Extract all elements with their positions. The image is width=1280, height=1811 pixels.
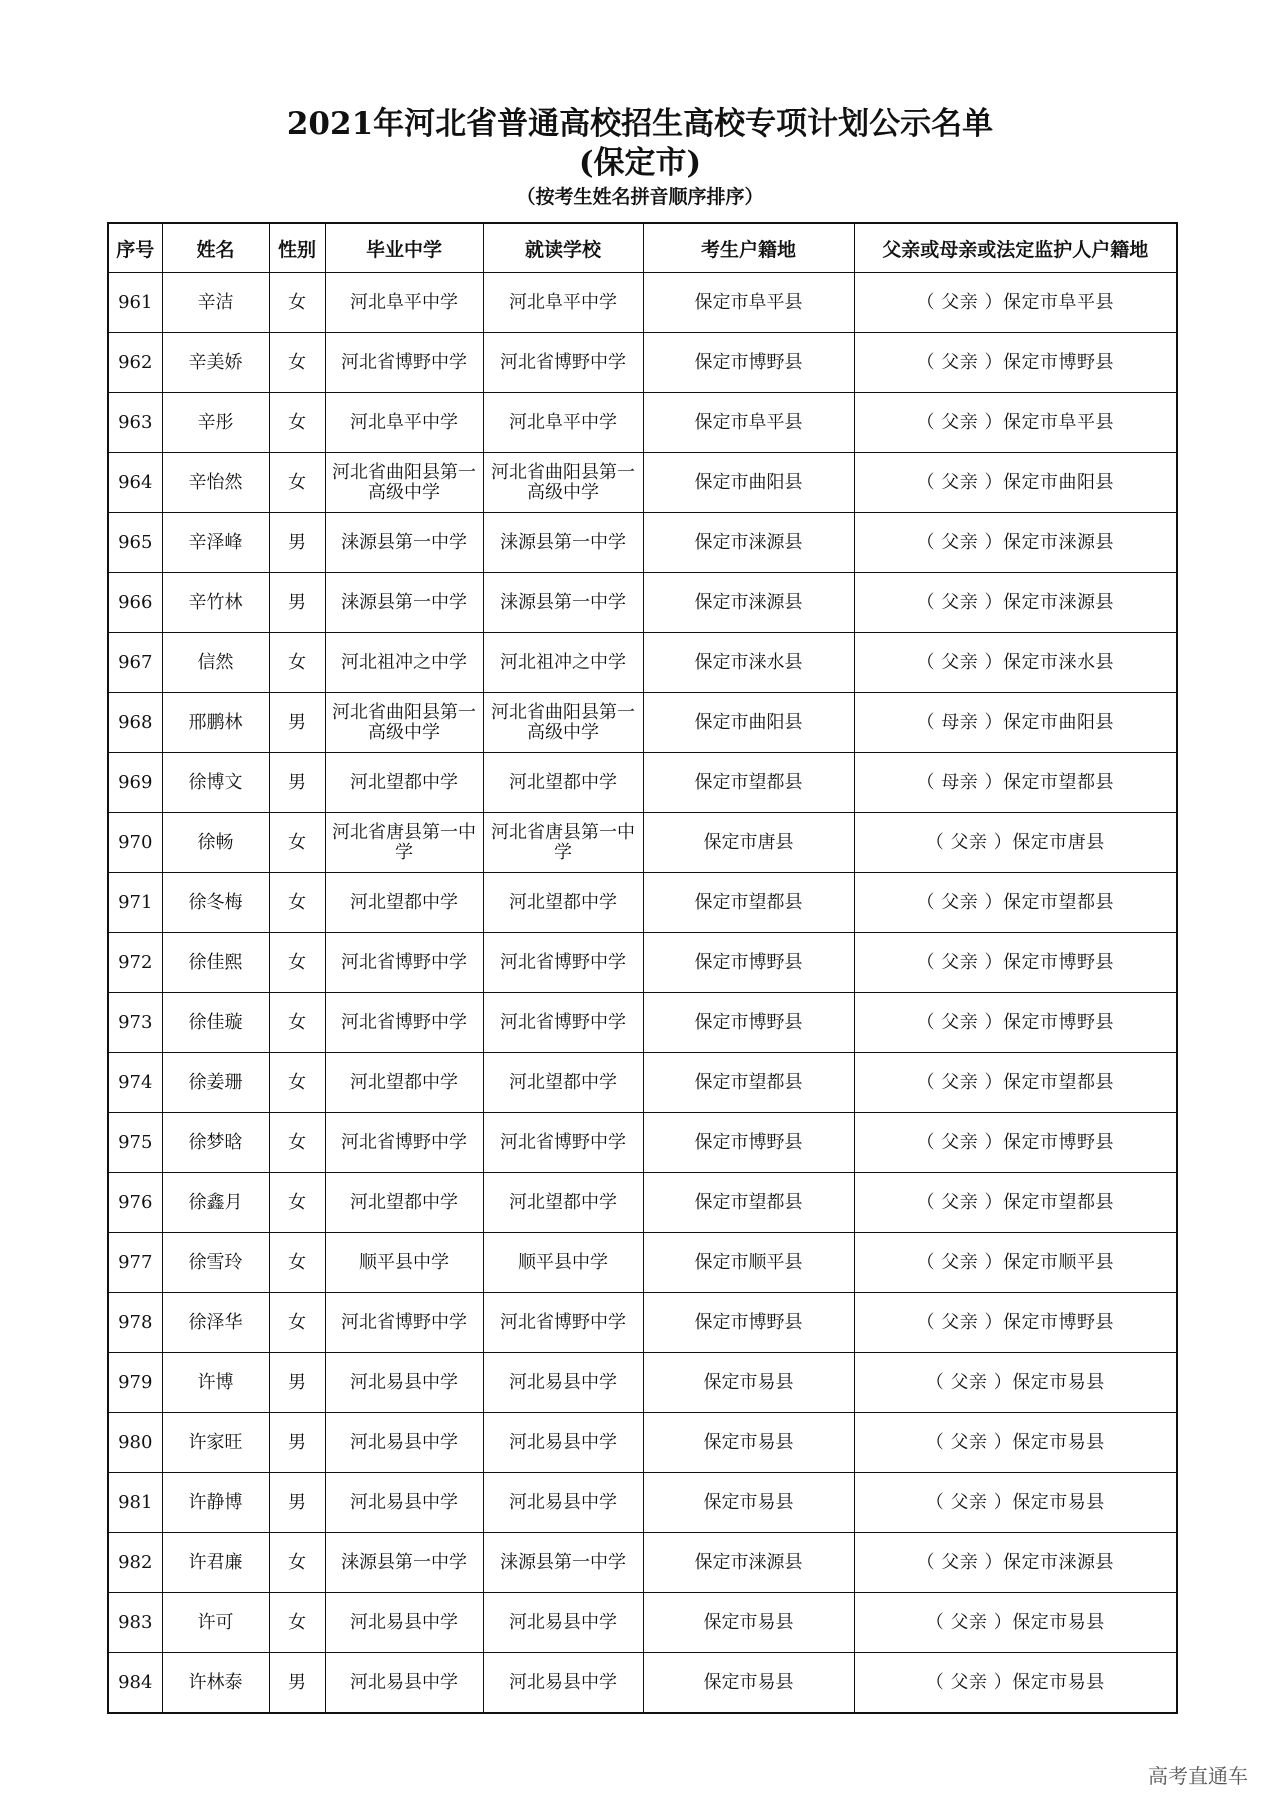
table-row <box>108 273 1177 333</box>
cell-name: 许博 <box>162 1353 269 1413</box>
cell-gender: 男 <box>269 513 325 573</box>
cell-name: 徐姜珊 <box>162 1053 269 1113</box>
cell-graduated-school: 河北祖冲之中学 <box>325 633 483 693</box>
cell-student-hukou: 保定市博野县 <box>643 1293 854 1353</box>
cell-student-hukou: 保定市涞水县 <box>643 633 854 693</box>
cell-serial-number: 966 <box>108 573 162 633</box>
cell-name: 辛泽峰 <box>162 513 269 573</box>
cell-current-school: 河北望都中学 <box>483 1053 643 1113</box>
cell-guardian-hukou: （ 母亲 ）保定市望都县 <box>854 753 1177 813</box>
cell-guardian-hukou: （ 父亲 ）保定市阜平县 <box>854 393 1177 453</box>
table-row <box>108 1293 1177 1353</box>
cell-name: 辛洁 <box>162 273 269 333</box>
cell-serial-number: 961 <box>108 273 162 333</box>
cell-graduated-school: 涞源县第一中学 <box>325 1533 483 1593</box>
cell-name: 徐雪玲 <box>162 1233 269 1293</box>
table-row <box>108 573 1177 633</box>
cell-gender: 女 <box>269 453 325 513</box>
cell-gender: 女 <box>269 273 325 333</box>
cell-student-hukou: 保定市望都县 <box>643 753 854 813</box>
table-row <box>108 333 1177 393</box>
table-row <box>108 873 1177 933</box>
cell-current-school: 河北省博野中学 <box>483 993 643 1053</box>
cell-current-school: 河北易县中学 <box>483 1473 643 1533</box>
cell-serial-number: 969 <box>108 753 162 813</box>
cell-student-hukou: 保定市易县 <box>643 1473 854 1533</box>
cell-graduated-school: 河北易县中学 <box>325 1653 483 1714</box>
cell-current-school: 河北望都中学 <box>483 1173 643 1233</box>
cell-current-school: 涞源县第一中学 <box>483 1533 643 1593</box>
header-student-hukou: 考生户籍地 <box>643 223 854 273</box>
cell-gender: 男 <box>269 1413 325 1473</box>
roster-table <box>107 222 1178 1714</box>
cell-guardian-hukou: （ 父亲 ）保定市易县 <box>854 1473 1177 1533</box>
cell-current-school: 河北省曲阳县第一高级中学 <box>483 453 643 513</box>
cell-guardian-hukou: （ 父亲 ）保定市博野县 <box>854 1293 1177 1353</box>
cell-guardian-hukou: （ 父亲 ）保定市望都县 <box>854 873 1177 933</box>
cell-name: 许可 <box>162 1593 269 1653</box>
cell-serial-number: 968 <box>108 693 162 753</box>
cell-graduated-school: 河北易县中学 <box>325 1413 483 1473</box>
table-row <box>108 693 1177 753</box>
cell-graduated-school: 河北省博野中学 <box>325 1293 483 1353</box>
cell-student-hukou: 保定市易县 <box>643 1593 854 1653</box>
cell-gender: 男 <box>269 693 325 753</box>
table-body <box>108 273 1177 1714</box>
cell-current-school: 河北阜平中学 <box>483 273 643 333</box>
table-row <box>108 1473 1177 1533</box>
cell-graduated-school: 河北省唐县第一中学 <box>325 813 483 873</box>
cell-guardian-hukou: （ 父亲 ）保定市望都县 <box>854 1053 1177 1113</box>
cell-current-school: 河北易县中学 <box>483 1593 643 1653</box>
cell-serial-number: 963 <box>108 393 162 453</box>
cell-gender: 女 <box>269 1593 325 1653</box>
cell-name: 徐佳熙 <box>162 933 269 993</box>
cell-guardian-hukou: （ 父亲 ）保定市涞源县 <box>854 573 1177 633</box>
cell-graduated-school: 河北易县中学 <box>325 1593 483 1653</box>
cell-graduated-school: 河北易县中学 <box>325 1353 483 1413</box>
cell-current-school: 河北望都中学 <box>483 873 643 933</box>
cell-current-school: 河北易县中学 <box>483 1353 643 1413</box>
header-current-school: 就读学校 <box>483 223 643 273</box>
cell-name: 辛怡然 <box>162 453 269 513</box>
cell-current-school: 顺平县中学 <box>483 1233 643 1293</box>
cell-current-school: 河北阜平中学 <box>483 393 643 453</box>
table-row <box>108 753 1177 813</box>
cell-serial-number: 962 <box>108 333 162 393</box>
cell-graduated-school: 河北望都中学 <box>325 1053 483 1113</box>
cell-student-hukou: 保定市易县 <box>643 1413 854 1473</box>
cell-graduated-school: 河北省博野中学 <box>325 993 483 1053</box>
cell-guardian-hukou: （ 父亲 ）保定市唐县 <box>854 813 1177 873</box>
cell-current-school: 河北易县中学 <box>483 1653 643 1714</box>
cell-current-school: 河北省博野中学 <box>483 1113 643 1173</box>
cell-gender: 女 <box>269 993 325 1053</box>
table-row <box>108 1653 1177 1714</box>
cell-graduated-school: 河北省博野中学 <box>325 1113 483 1173</box>
cell-student-hukou: 保定市涞源县 <box>643 513 854 573</box>
cell-name: 徐冬梅 <box>162 873 269 933</box>
cell-name: 辛彤 <box>162 393 269 453</box>
cell-serial-number: 974 <box>108 1053 162 1113</box>
cell-current-school: 涞源县第一中学 <box>483 513 643 573</box>
cell-gender: 女 <box>269 1113 325 1173</box>
cell-gender: 男 <box>269 1653 325 1714</box>
cell-student-hukou: 保定市阜平县 <box>643 273 854 333</box>
cell-guardian-hukou: （ 父亲 ）保定市易县 <box>854 1653 1177 1714</box>
cell-student-hukou: 保定市顺平县 <box>643 1233 854 1293</box>
header-guardian-hukou: 父亲或母亲或法定监护人户籍地 <box>854 223 1177 273</box>
table-row <box>108 633 1177 693</box>
cell-serial-number: 979 <box>108 1353 162 1413</box>
cell-gender: 女 <box>269 1233 325 1293</box>
cell-guardian-hukou: （ 父亲 ）保定市博野县 <box>854 993 1177 1053</box>
cell-name: 辛美娇 <box>162 333 269 393</box>
cell-current-school: 河北省曲阳县第一高级中学 <box>483 693 643 753</box>
cell-guardian-hukou: （ 父亲 ）保定市涞源县 <box>854 1533 1177 1593</box>
cell-student-hukou: 保定市博野县 <box>643 1113 854 1173</box>
cell-graduated-school: 顺平县中学 <box>325 1233 483 1293</box>
cell-gender: 女 <box>269 873 325 933</box>
cell-graduated-school: 河北阜平中学 <box>325 273 483 333</box>
cell-student-hukou: 保定市博野县 <box>643 333 854 393</box>
cell-guardian-hukou: （ 父亲 ）保定市曲阳县 <box>854 453 1177 513</box>
cell-student-hukou: 保定市阜平县 <box>643 393 854 453</box>
cell-graduated-school: 河北阜平中学 <box>325 393 483 453</box>
cell-name: 徐梦晗 <box>162 1113 269 1173</box>
header-graduated-school: 毕业中学 <box>325 223 483 273</box>
table-header <box>108 223 1177 273</box>
cell-current-school: 涞源县第一中学 <box>483 573 643 633</box>
cell-guardian-hukou: （ 父亲 ）保定市博野县 <box>854 333 1177 393</box>
cell-serial-number: 972 <box>108 933 162 993</box>
cell-guardian-hukou: （ 父亲 ）保定市顺平县 <box>854 1233 1177 1293</box>
cell-guardian-hukou: （ 父亲 ）保定市涞源县 <box>854 513 1177 573</box>
cell-serial-number: 978 <box>108 1293 162 1353</box>
cell-graduated-school: 河北易县中学 <box>325 1473 483 1533</box>
table-row <box>108 1593 1177 1653</box>
cell-graduated-school: 河北省曲阳县第一高级中学 <box>325 453 483 513</box>
header-gender: 性别 <box>269 223 325 273</box>
cell-gender: 女 <box>269 393 325 453</box>
cell-current-school: 河北省博野中学 <box>483 333 643 393</box>
cell-guardian-hukou: （ 父亲 ）保定市望都县 <box>854 1173 1177 1233</box>
cell-student-hukou: 保定市唐县 <box>643 813 854 873</box>
cell-student-hukou: 保定市博野县 <box>643 993 854 1053</box>
cell-gender: 男 <box>269 753 325 813</box>
cell-guardian-hukou: （ 父亲 ）保定市博野县 <box>854 933 1177 993</box>
cell-gender: 男 <box>269 573 325 633</box>
cell-student-hukou: 保定市曲阳县 <box>643 453 854 513</box>
document-subtitle: (保定市) <box>578 145 702 181</box>
header-row <box>108 223 1177 273</box>
table-row <box>108 393 1177 453</box>
cell-serial-number: 976 <box>108 1173 162 1233</box>
cell-guardian-hukou: （ 父亲 ）保定市阜平县 <box>854 273 1177 333</box>
cell-current-school: 河北省唐县第一中学 <box>483 813 643 873</box>
cell-serial-number: 977 <box>108 1233 162 1293</box>
table-row <box>108 1233 1177 1293</box>
header-serial-number: 序号 <box>108 223 162 273</box>
watermark: 高考直通车 <box>1148 1764 1248 1788</box>
cell-serial-number: 967 <box>108 633 162 693</box>
cell-student-hukou: 保定市望都县 <box>643 1173 854 1233</box>
cell-gender: 女 <box>269 633 325 693</box>
table-row <box>108 1533 1177 1593</box>
cell-student-hukou: 保定市易县 <box>643 1353 854 1413</box>
cell-name: 徐泽华 <box>162 1293 269 1353</box>
cell-guardian-hukou: （ 父亲 ）保定市涞水县 <box>854 633 1177 693</box>
cell-graduated-school: 河北望都中学 <box>325 753 483 813</box>
cell-gender: 女 <box>269 813 325 873</box>
sort-note: （按考生姓名拼音顺序排序） <box>516 186 764 208</box>
table-row <box>108 933 1177 993</box>
cell-name: 许君廉 <box>162 1533 269 1593</box>
cell-serial-number: 984 <box>108 1653 162 1714</box>
cell-student-hukou: 保定市望都县 <box>643 873 854 933</box>
cell-guardian-hukou: （ 父亲 ）保定市博野县 <box>854 1113 1177 1173</box>
cell-gender: 女 <box>269 333 325 393</box>
cell-current-school: 河北省博野中学 <box>483 933 643 993</box>
cell-current-school: 河北祖冲之中学 <box>483 633 643 693</box>
table-row <box>108 1053 1177 1113</box>
cell-serial-number: 971 <box>108 873 162 933</box>
cell-serial-number: 964 <box>108 453 162 513</box>
cell-graduated-school: 河北省博野中学 <box>325 933 483 993</box>
cell-current-school: 河北望都中学 <box>483 753 643 813</box>
cell-name: 徐佳璇 <box>162 993 269 1053</box>
cell-name: 邢鹏林 <box>162 693 269 753</box>
cell-serial-number: 982 <box>108 1533 162 1593</box>
cell-graduated-school: 涞源县第一中学 <box>325 573 483 633</box>
cell-gender: 男 <box>269 1473 325 1533</box>
cell-student-hukou: 保定市曲阳县 <box>643 693 854 753</box>
cell-serial-number: 973 <box>108 993 162 1053</box>
cell-gender: 男 <box>269 1353 325 1413</box>
cell-guardian-hukou: （ 母亲 ）保定市曲阳县 <box>854 693 1177 753</box>
cell-gender: 女 <box>269 1053 325 1113</box>
cell-name: 徐鑫月 <box>162 1173 269 1233</box>
cell-graduated-school: 河北省曲阳县第一高级中学 <box>325 693 483 753</box>
document-title: 2021年河北省普通高校招生高校专项计划公示名单 <box>286 106 994 142</box>
cell-guardian-hukou: （ 父亲 ）保定市易县 <box>854 1593 1177 1653</box>
cell-serial-number: 970 <box>108 813 162 873</box>
cell-current-school: 河北易县中学 <box>483 1413 643 1473</box>
cell-gender: 女 <box>269 1293 325 1353</box>
cell-name: 信然 <box>162 633 269 693</box>
cell-serial-number: 983 <box>108 1593 162 1653</box>
cell-gender: 女 <box>269 933 325 993</box>
cell-serial-number: 975 <box>108 1113 162 1173</box>
cell-graduated-school: 河北望都中学 <box>325 873 483 933</box>
table-row <box>108 1413 1177 1473</box>
table-row <box>108 1173 1177 1233</box>
cell-name: 许家旺 <box>162 1413 269 1473</box>
cell-name: 徐畅 <box>162 813 269 873</box>
cell-serial-number: 980 <box>108 1413 162 1473</box>
cell-student-hukou: 保定市涞源县 <box>643 1533 854 1593</box>
cell-serial-number: 981 <box>108 1473 162 1533</box>
cell-student-hukou: 保定市望都县 <box>643 1053 854 1113</box>
cell-name: 徐博文 <box>162 753 269 813</box>
cell-student-hukou: 保定市易县 <box>643 1653 854 1714</box>
table-row <box>108 453 1177 513</box>
cell-student-hukou: 保定市涞源县 <box>643 573 854 633</box>
table-row <box>108 1353 1177 1413</box>
cell-graduated-school: 河北省博野中学 <box>325 333 483 393</box>
table-row <box>108 813 1177 873</box>
cell-gender: 女 <box>269 1533 325 1593</box>
cell-serial-number: 965 <box>108 513 162 573</box>
cell-guardian-hukou: （ 父亲 ）保定市易县 <box>854 1353 1177 1413</box>
cell-name: 辛竹林 <box>162 573 269 633</box>
header-name: 姓名 <box>162 223 269 273</box>
cell-graduated-school: 涞源县第一中学 <box>325 513 483 573</box>
cell-name: 许林泰 <box>162 1653 269 1714</box>
cell-student-hukou: 保定市博野县 <box>643 933 854 993</box>
table-row <box>108 1113 1177 1173</box>
cell-name: 许静博 <box>162 1473 269 1533</box>
table-row <box>108 513 1177 573</box>
cell-current-school: 河北省博野中学 <box>483 1293 643 1353</box>
cell-gender: 女 <box>269 1173 325 1233</box>
cell-graduated-school: 河北望都中学 <box>325 1173 483 1233</box>
cell-guardian-hukou: （ 父亲 ）保定市易县 <box>854 1413 1177 1473</box>
table-row <box>108 993 1177 1053</box>
